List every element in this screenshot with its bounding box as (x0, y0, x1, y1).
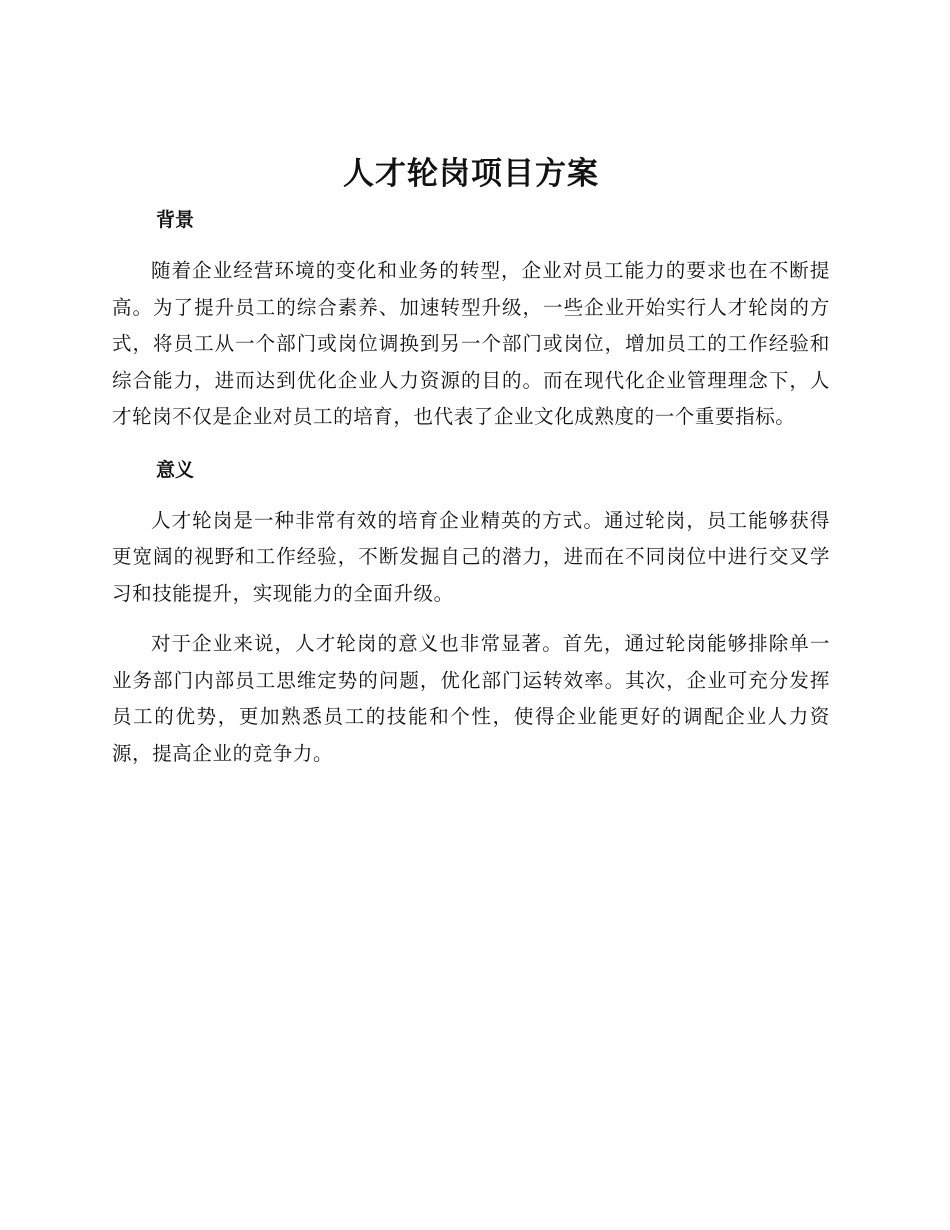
paragraph-significance-2: 对于企业来说，人才轮岗的意义也非常显著。首先，通过轮岗能够排除单一业务部门内部员工思维定势的问题，优化部门运转效率。其次，企业可充分发挥员工的优势，更加熟悉员工的技能和个性，使得企业能更好的调配企业人力资源，提高企业的竞争力。 (112, 632, 830, 765)
paragraph-significance-1: 人才轮岗是一种非常有效的培育企业精英的方式。通过轮岗，员工能够获得更宽阔的视野和工作经验，不断发掘自己的潜力，进而在不同岗位中进行交叉学习和技能提升，实现能力的全面升级。 (112, 508, 830, 605)
document-page (112, 148, 830, 772)
paragraph-background: 随着企业经营环境的变化和业务的转型，企业对员工能力的要求也在不断提高。为了提升员工的综合素养、加速转型升级，一些企业开始实行人才轮岗的方式，将员工从一个部门或岗位调换到另一个部门或岗位，增加员工的工作经验和综合能力，进而达到优化企业人力资源的目的。而在现代化企业管理理念下，人才轮岗不仅是企业对员工的培育，也代表了企业文化成熟度的一个重要指标。 (112, 259, 830, 428)
spacer (112, 490, 830, 503)
section-heading-significance: 意义 (156, 458, 195, 481)
document-title: 人才轮岗项目方案 (343, 156, 599, 192)
section-background (112, 200, 830, 436)
spacer (112, 612, 830, 626)
section-heading-background: 背景 (156, 209, 195, 231)
spacer (112, 436, 830, 450)
spacer (112, 240, 830, 253)
section-significance (112, 450, 830, 773)
